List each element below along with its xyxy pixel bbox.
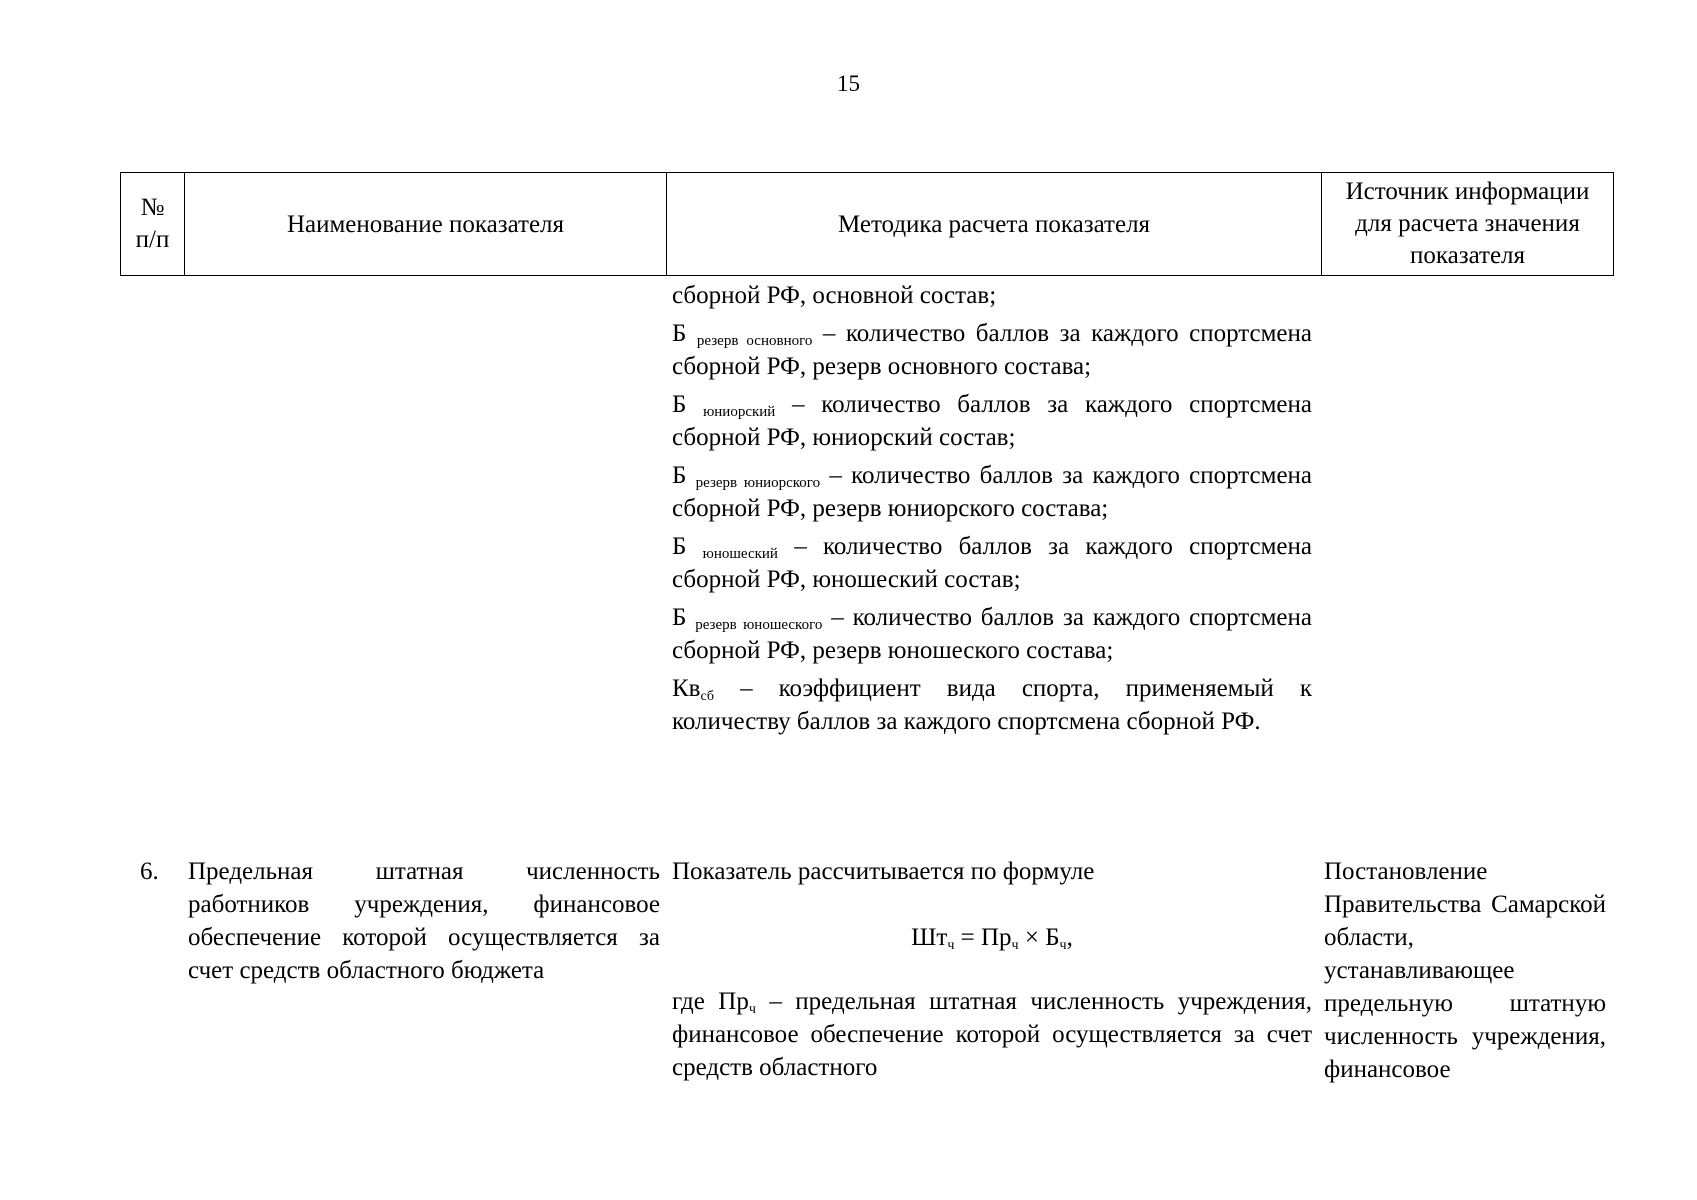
row-6-indicator-name: Предельная штатная численность работников учреждения, финансовое обеспечение которой осуществляется за счет средств областного бюджета bbox=[188, 858, 660, 984]
header-method: Методика расчета показателя bbox=[667, 173, 1322, 276]
header-source: Источник информации для расчета значения показателя bbox=[1322, 173, 1614, 276]
definition-item: Б $_{юниорский}$ – количество баллов за каждого спортсмена сборной РФ, юниорский состав; bbox=[672, 391, 1312, 451]
definition-item: Б $_{резерв юниорского}$ – количество баллов за каждого спортсмена сборной РФ, резерв юниорского состава; bbox=[672, 462, 1313, 522]
header-name: Наименование показателя bbox=[185, 173, 667, 276]
row-6-formula: Штч = Прч × Бч, bbox=[911, 924, 1073, 953]
method-continuation bbox=[672, 279, 1312, 743]
row-6-source: Постановление Правительства Самарской области, устанавливающее предельную штатную численность учреждения, финансовое bbox=[1324, 858, 1606, 1083]
continuation-first-line: сборной РФ, основной состав; bbox=[672, 282, 997, 309]
row-6-method-title: Показатель рассчитывается по формуле bbox=[672, 858, 1095, 885]
definition-item: Квсб – коэффициент вида спорта, применяемый к количеству баллов за каждого спортсмена сборной РФ. bbox=[672, 675, 1312, 735]
definition-item: Б $_{резерв основного}$ – количество баллов за каждого спортсмена сборной РФ, резерв основного состава; bbox=[672, 320, 1312, 380]
definition-item: Б $_{резерв юношеского}$ – количество баллов за каждого спортсмена сборной РФ, резерв юношеского состава; bbox=[672, 604, 1312, 664]
definition-item: Б $_{юношеский}$ – количество баллов за каждого спортсмена сборной РФ, юношеский состав; bbox=[672, 533, 1312, 593]
row-6-formula-explanation: где Прч – предельная штатная численность учреждения, финансовое обеспечение которой осуществляется за счет средств областного bbox=[672, 988, 1312, 1081]
row-6-number: 6. bbox=[140, 858, 159, 885]
header-num: № п/п bbox=[121, 173, 185, 276]
page-number: 15 bbox=[837, 71, 860, 96]
table-header bbox=[120, 172, 1614, 276]
